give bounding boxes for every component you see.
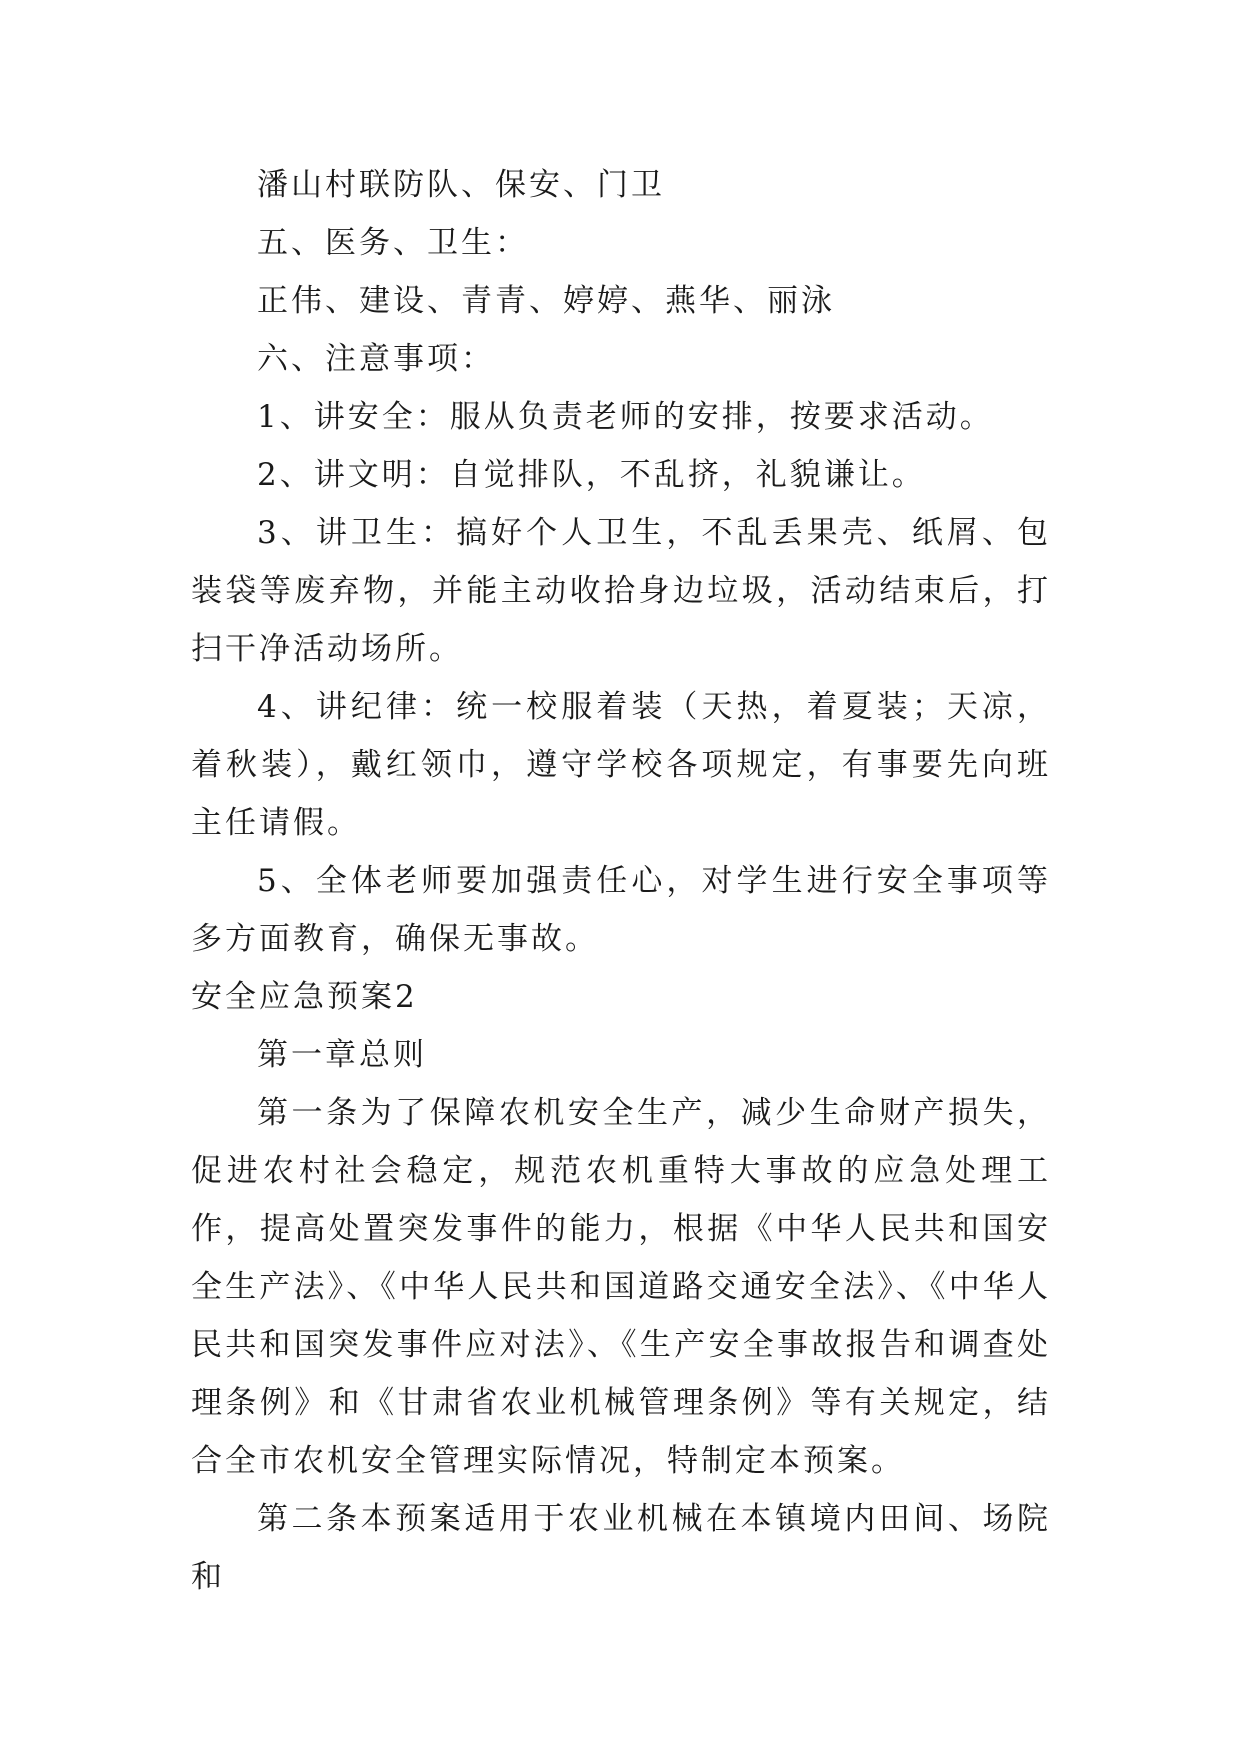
section-heading: 六、注意事项： (257, 341, 495, 377)
article-paragraph: 第二条本预案适用于农业机械在本镇境内田间、场院和 (191, 1501, 1051, 1595)
list-item: 1、讲安全：服从负责老师的安排，按要求活动。 (257, 399, 994, 435)
list-item: 4、讲纪律：统一校服着装（天热，着夏装；天凉，着秋装），戴红领巾，遵守学校各项规定，有事要先向班主任请假。 (191, 689, 1051, 841)
paragraph: 正伟、建设、青青、婷婷、燕华、丽泳 (257, 283, 835, 319)
list-item: 2、讲文明：自觉排队，不乱挤，礼貌谦让。 (257, 457, 926, 493)
document-body (191, 156, 1051, 1606)
list-item: 3、讲卫生：搞好个人卫生，不乱丢果壳、纸屑、包装袋等废弃物，并能主动收拾身边垃圾，活动结束后，打扫干净活动场所。 (191, 515, 1051, 667)
chapter-heading: 第一章总则 (257, 1037, 427, 1073)
document-title: 安全应急预案2 (191, 979, 418, 1015)
section-heading: 五、医务、卫生： (257, 225, 529, 261)
article-paragraph: 第一条为了保障农机安全生产，减少生命财产损失，促进农村社会稳定，规范农机重特大事故的应急处理工作，提高处置突发事件的能力，根据《中华人民共和国安全生产法》、《中华人民共和国道路交通安全法》、《中华人民共和国突发事件应对法》、《生产安全事故报告和调查处理条例》和《甘肃省农业机械管理条例》等有关规定，结合全市农机安全管理实际情况，特制定本预案。 (191, 1095, 1051, 1479)
list-item: 5、全体老师要加强责任心，对学生进行安全事项等多方面教育，确保无事故。 (191, 863, 1051, 957)
paragraph: 潘山村联防队、保安、门卫 (257, 167, 665, 203)
